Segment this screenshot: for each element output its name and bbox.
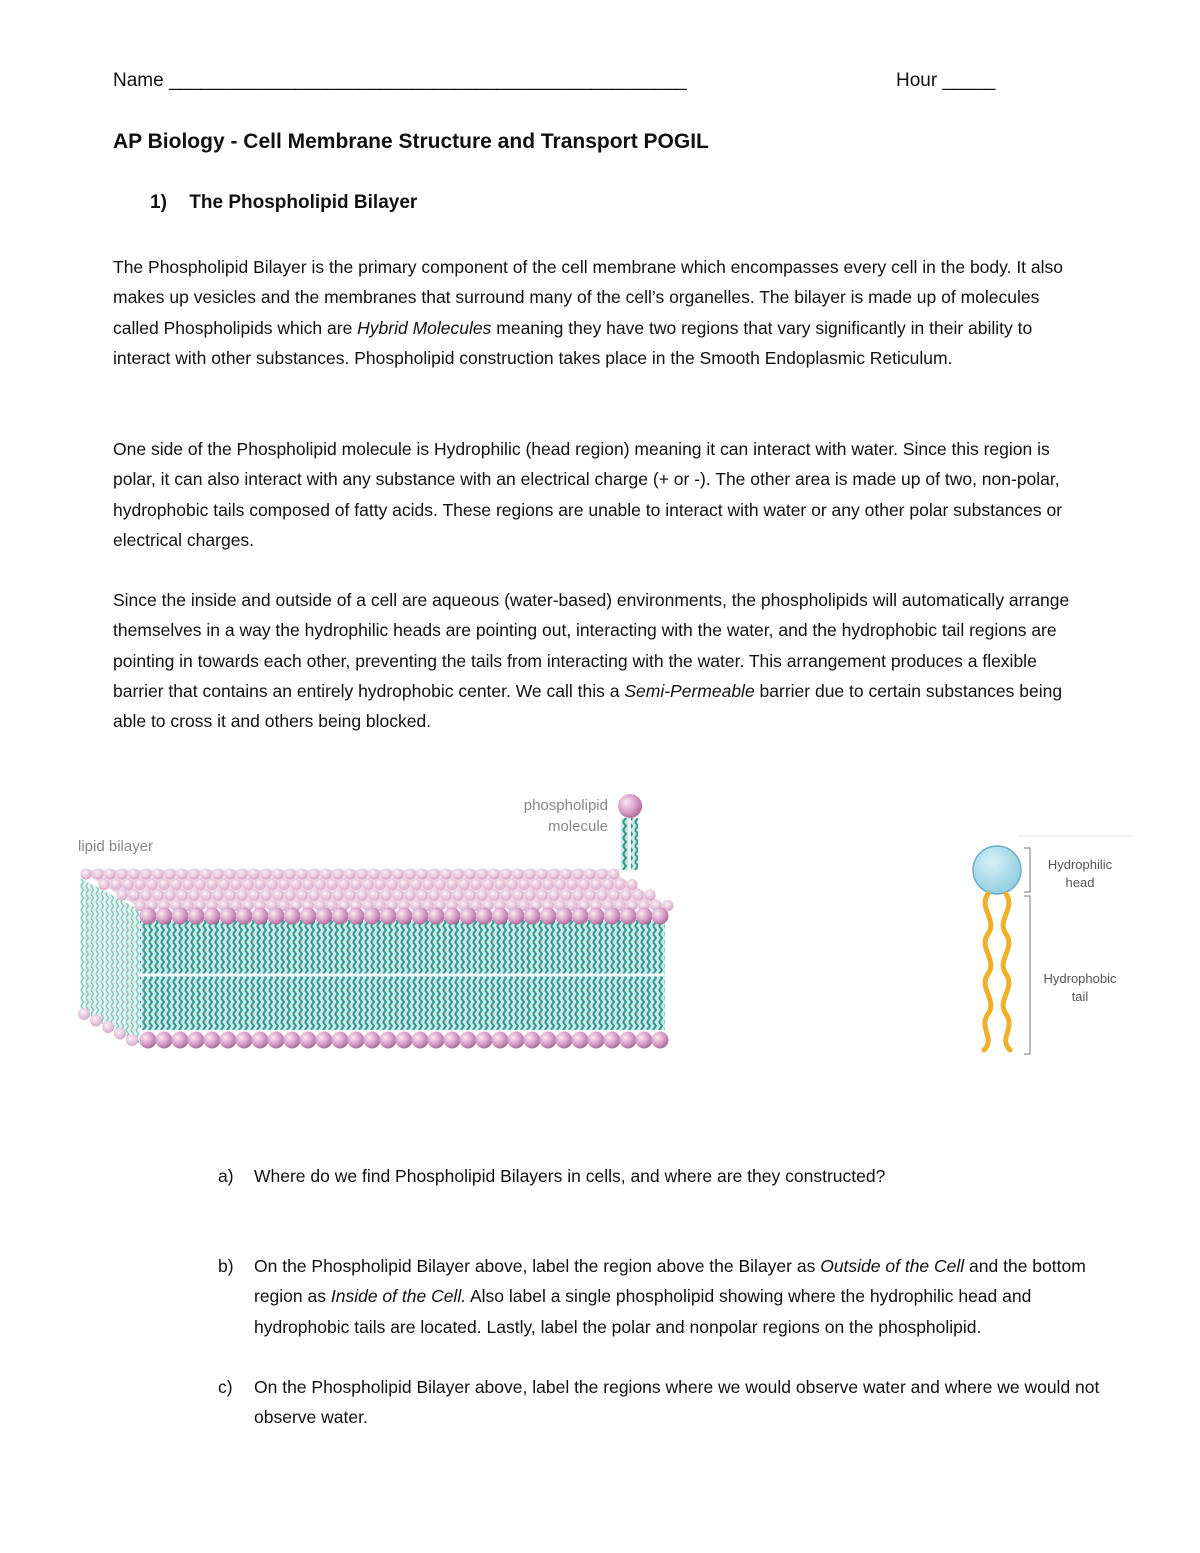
bilayer-head (396, 908, 413, 925)
bilayer-head (220, 908, 237, 925)
molecule-head (618, 794, 642, 818)
bilayer-head (636, 1032, 653, 1049)
bilayer-head (470, 879, 481, 890)
bilayer-head (308, 889, 319, 900)
bilayer-head (636, 908, 653, 925)
bilayer-head (338, 879, 349, 890)
bilayer-head (236, 1032, 253, 1049)
question-a-text: Where do we find Phospholipid Bilayers in cells, and where are they constructed? (254, 1166, 886, 1186)
bilayer-head (242, 879, 253, 890)
question-b-text (254, 1251, 1104, 1342)
section-heading (150, 192, 417, 214)
bilayer-head (588, 908, 605, 925)
single-phospholipid-molecule (618, 794, 642, 870)
bilayer-head (620, 908, 637, 925)
hour-label: Hour (896, 70, 938, 91)
bilayer-head (380, 1032, 397, 1049)
bilayer-head (412, 908, 429, 925)
bilayer-head (252, 1032, 269, 1049)
bilayer-head (492, 1032, 509, 1049)
bilayer-head (164, 868, 175, 879)
bilayer-head (302, 879, 313, 890)
bilayer-head (608, 868, 619, 879)
bilayer-head (248, 868, 259, 879)
bilayer-head (644, 889, 655, 900)
bilayer-head (308, 868, 319, 879)
bilayer-side-face (80, 878, 140, 1044)
bilayer-head (452, 868, 463, 879)
bilayer-head (140, 1032, 157, 1049)
bilayer-head (350, 879, 361, 890)
bilayer-head (182, 879, 193, 890)
bilayer-head (560, 868, 571, 879)
bilayer-head (440, 889, 451, 900)
hydrophobic-tail-label (1034, 970, 1126, 1006)
bilayer-head (90, 1015, 102, 1027)
bilayer-head (126, 1034, 138, 1046)
question-b (218, 1251, 1098, 1373)
bilayer-head (626, 879, 637, 890)
head-bracket (1024, 848, 1030, 892)
bilayer-head (428, 1032, 445, 1049)
question-b-emphasis-1: Outside of the Cell (820, 1256, 965, 1276)
bilayer-head (212, 868, 223, 879)
bilayer-head (272, 889, 283, 900)
bilayer-head (206, 879, 217, 890)
bilayer-head (140, 889, 151, 900)
bilayer-head (268, 1032, 285, 1049)
bilayer-head (536, 868, 547, 879)
bilayer-head (540, 908, 557, 925)
bilayer-head (512, 868, 523, 879)
bilayer-head (300, 908, 317, 925)
bilayer-head (464, 868, 475, 879)
bilayer-head (116, 889, 127, 900)
bilayer-head (296, 889, 307, 900)
bilayer-head (140, 868, 151, 879)
bilayer-head (548, 868, 559, 879)
hydrophilic-head-label (1034, 856, 1126, 892)
bilayer-head (608, 889, 619, 900)
bilayer-head (266, 879, 277, 890)
paragraph-3-emphasis: Semi-Permeable (624, 680, 755, 701)
bilayer-head (368, 889, 379, 900)
bilayer-head (578, 879, 589, 890)
bilayer-head (176, 868, 187, 879)
bilayer-head (530, 879, 541, 890)
molecule-label-line-2: molecule (547, 818, 608, 835)
bilayer-head (194, 879, 205, 890)
bilayer-head (398, 879, 409, 890)
bilayer-head (392, 889, 403, 900)
bilayer-head (224, 868, 235, 879)
bilayer-head (464, 889, 475, 900)
bilayer-head (188, 868, 199, 879)
bilayer-head (476, 889, 487, 900)
name-line (113, 70, 687, 92)
bilayer-head (260, 889, 271, 900)
bilayer-head (152, 889, 163, 900)
bilayer-head (362, 879, 373, 890)
bilayer-head (116, 868, 127, 879)
bilayer-head (396, 1032, 413, 1049)
lipid-bilayer-label: lipid bilayer (78, 838, 154, 855)
bilayer-head (488, 889, 499, 900)
bilayer-head (204, 908, 221, 925)
bilayer-head (332, 889, 343, 900)
bilayer-head (78, 1008, 90, 1020)
bilayer-head (200, 868, 211, 879)
bilayer-head (356, 889, 367, 900)
bilayer-head (604, 1032, 621, 1049)
bilayer-head (518, 879, 529, 890)
bilayer-head (536, 889, 547, 900)
bilayer-head (212, 889, 223, 900)
bilayer-head (524, 1032, 541, 1049)
bilayer-head (230, 879, 241, 890)
bilayer-head (560, 889, 571, 900)
question-c-label: c) (218, 1377, 233, 1397)
bilayer-head (392, 868, 403, 879)
bilayer-head (284, 1032, 301, 1049)
bilayer-head (422, 879, 433, 890)
bilayer-head (128, 868, 139, 879)
bilayer-head (652, 908, 669, 925)
question-b-part-1: On the Phospholipid Bilayer above, label the region above the Bilayer as (254, 1256, 821, 1276)
bilayer-head (404, 868, 415, 879)
bilayer-head (440, 868, 451, 879)
bilayer-head (284, 908, 301, 925)
bilayer-head (364, 908, 381, 925)
bilayer-head (224, 889, 235, 900)
bilayer-head (278, 879, 289, 890)
bilayer-head (428, 889, 439, 900)
bilayer-head (572, 1032, 589, 1049)
bilayer-head (434, 879, 445, 890)
bilayer-head (316, 908, 333, 925)
bilayer-head (460, 908, 477, 925)
bilayer-head (80, 868, 91, 879)
bilayer-head (188, 889, 199, 900)
bilayer-head (548, 889, 559, 900)
bilayer-head (332, 908, 349, 925)
paragraph-3 (113, 585, 1088, 736)
bilayer-head (444, 908, 461, 925)
bilayer-head (386, 879, 397, 890)
bilayer-head (314, 879, 325, 890)
molecule-label-line-1: phospholipid (523, 797, 608, 814)
bilayer-head (248, 889, 259, 900)
bilayer-head (460, 1032, 477, 1049)
bilayer-head (572, 908, 589, 925)
bilayer-head (268, 908, 285, 925)
name-label: Name (113, 70, 164, 91)
bilayer-head (512, 889, 523, 900)
bilayer-head (254, 879, 265, 890)
bilayer-head (584, 868, 595, 879)
bilayer-head (404, 889, 415, 900)
bilayer-head (172, 1032, 189, 1049)
bilayer-head (332, 868, 343, 879)
paragraph-3-text-a: Since the inside and outside of a cell are aqueous (water-based) environments, the phospholipids will automatically arrange themselves in a way the hydrophilic heads are pointing out, interacting with the water, and the hydrophobic tail regions are pointing in towards each other, preventing the tails from interacting with the water. This arrangement produces a flexible barrier that contains an entirely hydrophobic center. We call this a (113, 590, 1070, 701)
bilayer-head (494, 879, 505, 890)
bilayer-head (218, 879, 229, 890)
bilayer-head (604, 908, 621, 925)
bilayer-head (152, 868, 163, 879)
bilayer-head (170, 879, 181, 890)
bilayer-head (620, 889, 631, 900)
page-title: AP Biology - Cell Membrane Structure and Transport POGIL (113, 130, 709, 153)
bilayer-head (542, 879, 553, 890)
bilayer-head (588, 1032, 605, 1049)
bilayer-head (128, 889, 139, 900)
bilayer-head (380, 908, 397, 925)
bilayer-head (374, 879, 385, 890)
bilayer-head (332, 1032, 349, 1049)
bilayer-head (482, 879, 493, 890)
tail-bracket (1024, 896, 1030, 1054)
bilayer-head (412, 1032, 429, 1049)
bilayer-head (476, 908, 493, 925)
bilayer-head (236, 908, 253, 925)
bilayer-head (596, 889, 607, 900)
bilayer-head (492, 908, 509, 925)
head-label-line-1: Hydrophilic (1047, 857, 1113, 872)
bilayer-head (476, 1032, 493, 1049)
bilayer-head (220, 1032, 237, 1049)
bilayer-head (508, 1032, 525, 1049)
bilayer-head (344, 868, 355, 879)
bilayer-head (444, 1032, 461, 1049)
question-a-label: a) (218, 1166, 234, 1186)
bilayer-head (122, 879, 133, 890)
head-label-line-2: head (1065, 875, 1095, 890)
bilayer-head (316, 1032, 333, 1049)
bilayer-head (584, 889, 595, 900)
bilayer-head (290, 879, 301, 890)
section-title: The Phospholipid Bilayer (189, 192, 418, 213)
bilayer-head (204, 1032, 221, 1049)
bilayer-head (296, 868, 307, 879)
bilayer-head (632, 889, 643, 900)
bilayer-head (416, 889, 427, 900)
bilayer-head (620, 1032, 637, 1049)
bilayer-head (540, 1032, 557, 1049)
bilayer-head (104, 868, 115, 879)
bilayer-head (284, 868, 295, 879)
bilayer-head (500, 889, 511, 900)
bilayer-head (446, 879, 457, 890)
bilayer-head (260, 868, 271, 879)
bilayer-head (172, 908, 189, 925)
bilayer-head (158, 879, 169, 890)
question-c (218, 1372, 1098, 1434)
paragraph-3-text-b: barrier due to certain substances being able to cross it and others being blocked. (113, 680, 1063, 732)
question-b-emphasis-2: Inside of the Cell. (330, 1286, 467, 1307)
bilayer-head (416, 868, 427, 879)
bilayer-head (556, 908, 573, 925)
bilayer-head (500, 868, 511, 879)
bilayer-head (428, 908, 445, 925)
bilayer-head (146, 879, 157, 890)
bilayer-head (110, 879, 121, 890)
bilayer-head (156, 1032, 173, 1049)
bilayer-head (348, 908, 365, 925)
bilayer-head (320, 889, 331, 900)
bilayer-head (114, 1028, 126, 1040)
paragraph-1-text-b: meaning they have two regions that vary significantly in their ability to interact with other substances. Phospholipid construction takes place in the Smooth Endoplasmic Reticulum. (113, 317, 1033, 368)
bilayer-head (252, 908, 269, 925)
paragraph-1-text-a: The Phospholipid Bilayer is the primary component of the cell membrane which encompasses every cell in the body. It also makes up vesicles and the membranes that surround many of the cell’s organelles. The bilayer is made up of molecules called Phospholipids which are (113, 257, 1064, 338)
bilayer-head (368, 868, 379, 879)
bilayer-head (572, 889, 583, 900)
bilayer-head (410, 879, 421, 890)
bilayer-head (92, 868, 103, 879)
lipid-bilayer-diagram (70, 790, 690, 1070)
paragraph-1-emphasis: Hybrid Molecules (357, 317, 492, 338)
bilayer-head (140, 908, 157, 925)
hour-blank[interactable]: _____ (942, 70, 996, 91)
bilayer-head (554, 879, 565, 890)
paragraph-2: One side of the Phospholipid molecule is Hydrophilic (head region) meaning it can interact with water. Since this region is polar, it can also interact with any substance with an electrical charge (+ or -). The other area is made up of two, non-polar, hydrophobic tails composed of fatty acids. These regions are unable to interact with water or any other polar substances or electrical charges. (113, 439, 1063, 550)
bilayer-head (134, 879, 145, 890)
bilayer-head (188, 908, 205, 925)
bilayer-head (524, 868, 535, 879)
bilayer-head (508, 908, 525, 925)
bilayer-head (458, 879, 469, 890)
bilayer-head (176, 889, 187, 900)
bilayer-head (300, 1032, 317, 1049)
bilayer-head (320, 868, 331, 879)
bilayer-head (380, 868, 391, 879)
bilayer-head (156, 908, 173, 925)
bilayer-head (596, 868, 607, 879)
bilayer-head (344, 889, 355, 900)
question-b-part-3: Also label a single phospholipid showing where the hydrophilic head and hydrophobic tails are located. Lastly, label the polar and nonpolar regions on the phospholipid. (254, 1286, 1032, 1337)
name-blank[interactable]: _________________________________________________ (168, 70, 687, 91)
question-b-part-2: and the bottom region as (254, 1256, 1086, 1307)
bilayer-head (566, 879, 577, 890)
bilayer-head (556, 1032, 573, 1049)
bilayer-head (380, 889, 391, 900)
bilayer-head (524, 889, 535, 900)
question-c-text: On the Phospholipid Bilayer above, label the regions where we would observe water and where we would not observe water. (254, 1377, 1100, 1428)
bilayer-head (326, 879, 337, 890)
question-b-label: b) (218, 1256, 234, 1276)
bilayer-head (102, 1021, 114, 1033)
tail-label-line-2: tail (1071, 989, 1089, 1004)
bilayer-head (364, 1032, 381, 1049)
bilayer-head (614, 879, 625, 890)
bilayer-head (572, 868, 583, 879)
hydrophilic-head (973, 846, 1021, 894)
bilayer-head (506, 879, 517, 890)
bilayer-head (200, 889, 211, 900)
section-number: 1) (150, 192, 167, 213)
hydrophobic-tail-right (1003, 894, 1010, 1050)
bilayer-head (272, 868, 283, 879)
bilayer-head (602, 879, 613, 890)
bilayer-head (452, 889, 463, 900)
bilayer-head (236, 868, 247, 879)
hydrophobic-tail-left (984, 894, 991, 1050)
bilayer-head (428, 868, 439, 879)
bilayer-head (188, 1032, 205, 1049)
bilayer-head (652, 1032, 669, 1049)
bilayer-head (356, 868, 367, 879)
bilayer-head (284, 889, 295, 900)
bilayer-head (590, 879, 601, 890)
bilayer-head (236, 889, 247, 900)
bilayer-head (476, 868, 487, 879)
bilayer-head (98, 879, 109, 890)
tail-label-line-1: Hydrophobic (1043, 971, 1117, 986)
bilayer-head (348, 1032, 365, 1049)
question-a (218, 1161, 1098, 1192)
paragraph-1 (113, 252, 1088, 373)
bilayer-head (524, 908, 541, 925)
bilayer-head (164, 889, 175, 900)
bilayer-head (488, 868, 499, 879)
hour-line (896, 70, 995, 92)
bilayer-lower-heads (140, 1032, 669, 1049)
